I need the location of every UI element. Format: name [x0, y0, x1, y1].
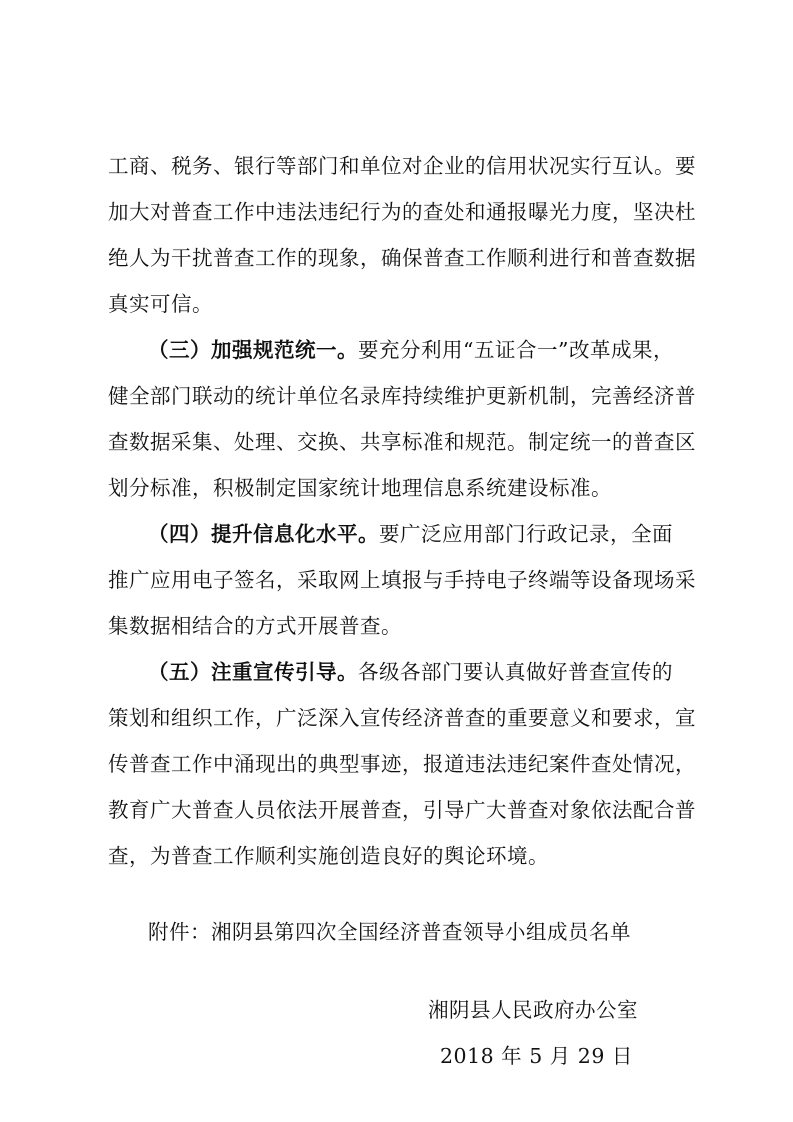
body-line: 绝人为干扰普查工作的现象，确保普查工作顺利进行和普查数据: [108, 246, 696, 270]
body-line: 集数据相结合的方式开展普查。: [108, 614, 402, 638]
body-line: 推广应用电子签名，采取网上填报与手持电子终端等设备现场采: [108, 568, 696, 592]
issue-date: 2018 年 5 月 29 日: [440, 1044, 633, 1068]
attachment-note: 附件：湘阴县第四次全国经济普查领导小组成员名单: [148, 920, 631, 944]
section4-first-line-text: 要广泛应用部门行政记录，全面: [379, 522, 673, 546]
section3-first-line-text: 要充分利用“五证合一”改革成果，: [358, 338, 674, 362]
body-line: 加大对普查工作中违法违纪行为的查处和通报曝光力度，坚决杜: [108, 200, 696, 224]
section5-heading: （五）注重宣传引导。: [148, 660, 358, 684]
section3-heading: （三）加强规范统一。: [148, 338, 358, 362]
body-line: 策划和组织工作，广泛深入宣传经济普查的重要意义和要求，宣: [108, 706, 696, 730]
body-line: 传普查工作中涌现出的典型事迹，报道违法违纪案件查处情况，: [108, 752, 696, 776]
section5-first-line-text: 各级各部门要认真做好普查宣传的: [358, 660, 673, 684]
issuing-organization: 湘阴县人民政府办公室: [428, 998, 638, 1022]
section4-heading: （四）提升信息化水平。: [148, 522, 379, 546]
body-line: 工商、税务、银行等部门和单位对企业的信用状况实行互认。要: [108, 154, 696, 178]
body-line: 划分标准，积极制定国家统计地理信息系统建设标准。: [108, 476, 612, 500]
body-line: 查数据采集、处理、交换、共享标准和规范。制定统一的普查区: [108, 430, 696, 454]
section5-first-line: [148, 656, 698, 688]
section4-first-line: [148, 518, 698, 550]
section3-first-line: [148, 334, 698, 366]
body-line: 查，为普查工作顺利实施创造良好的舆论环境。: [108, 844, 549, 868]
body-line: 教育广大普查人员依法开展普查，引导广大普查对象依法配合普: [108, 798, 696, 822]
body-line: 健全部门联动的统计单位名录库持续维护更新机制，完善经济普: [108, 384, 696, 408]
body-line: 真实可信。: [108, 292, 213, 316]
